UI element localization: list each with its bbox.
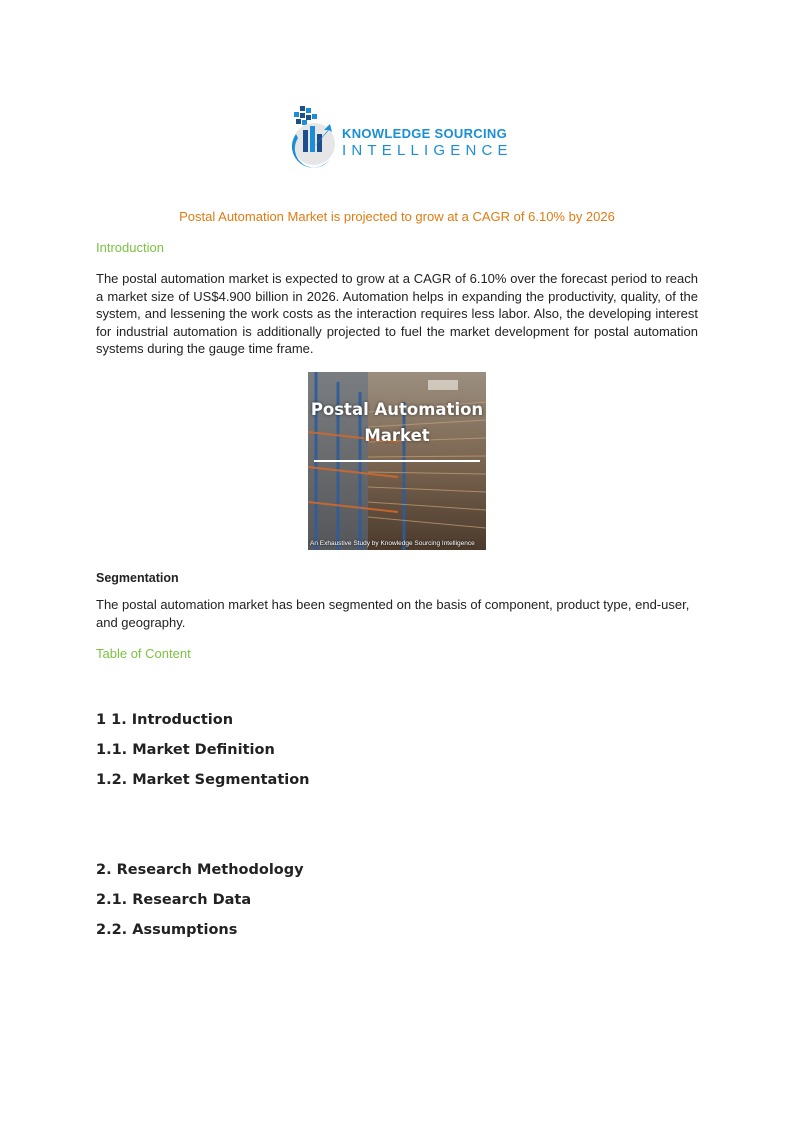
segmentation-paragraph: The postal automation market has been segmented on the basis of component, product type, end-user, and geography. <box>96 597 690 630</box>
toc-item: 1 1. Introduction <box>96 712 234 728</box>
cover-title: Postal Automation Market <box>310 400 484 445</box>
toc-item: 2.2. Assumptions <box>96 922 238 938</box>
report-title: Postal Automation Market is projected to grow at a CAGR of 6.10% by 2026 <box>179 209 615 224</box>
cover-caption: An Exhaustive Study by Knowledge Sourcing Intelligence <box>310 540 475 547</box>
report-cover-image <box>308 372 486 550</box>
toc-item: 1.2. Market Segmentation <box>96 772 310 788</box>
logo-wordmark-line2: INTELLIGENCE <box>342 142 513 159</box>
toc-item: 2.1. Research Data <box>96 892 252 908</box>
company-logo <box>290 104 513 168</box>
cover-divider <box>314 460 480 462</box>
toc-item: 2. Research Methodology <box>96 862 304 878</box>
logo-wordmark-line1: KNOWLEDGE SOURCING <box>342 126 508 141</box>
logo-globe-icon <box>290 104 342 168</box>
segmentation-heading: Segmentation <box>96 571 179 585</box>
toc-heading: Table of Content <box>96 646 191 661</box>
introduction-heading: Introduction <box>96 240 164 255</box>
introduction-paragraph: The postal automation market is expected to grow at a CAGR of 6.10% over the forecast period to reach a market size of US$4.900 billion in 2026. Automation helps in expanding the productivity, quality, of the system, and lessening the work costs as the interaction requires less labor. Also, the developing interest for industrial automation is additionally projected to fuel the market development for postal automation systems during the gauge time frame. <box>96 271 698 356</box>
toc-item: 1.1. Market Definition <box>96 742 275 758</box>
